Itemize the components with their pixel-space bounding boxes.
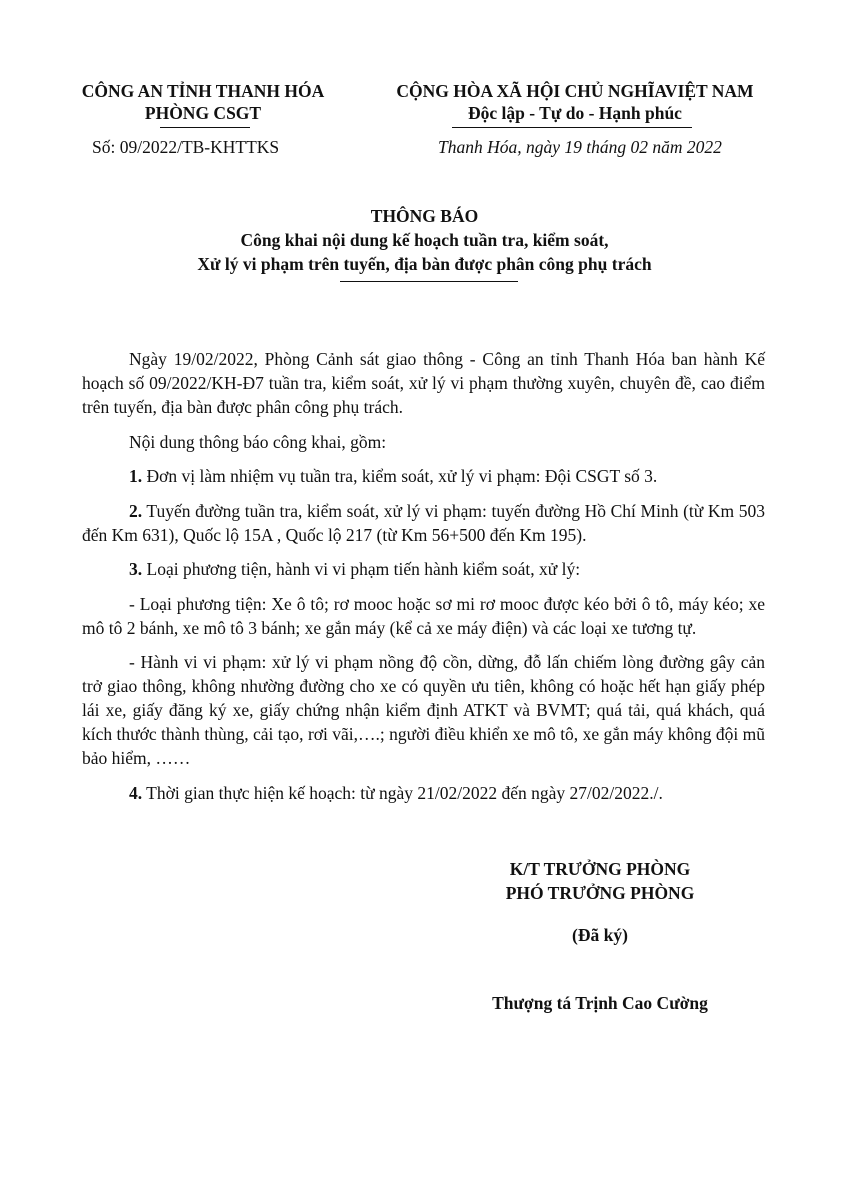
- item-1-number: 1.: [129, 466, 143, 486]
- signed-note: (Đã ký): [572, 925, 628, 945]
- item-3-violations: - Hành vi vi phạm: xử lý vi phạm nồng độ cồn, dừng, đỗ lấn chiếm lòng đường gây cản trở giao thông, không nhường đường cho xe có quyền ưu tiên, không có hoặc hết hạn giấy phép lái xe, giấy đăng ký xe, giấy chứng nhận kiểm định ATKT và BVMT; quá tải, quá khách, quá kích thước thành thùng, cải tạo, rơi vãi,….; người điều khiển xe mô tô, xe gắn máy không đội mũ bảo hiểm, ……: [82, 652, 765, 768]
- item-3-number: 3.: [129, 559, 143, 579]
- document-number: Số: 09/2022/TB-KHTTKS: [92, 137, 280, 157]
- title-line-1: Công khai nội dung kế hoạch tuần tra, kiểm soát,: [240, 230, 609, 250]
- department-name: PHÒNG CSGT: [144, 103, 262, 123]
- item-3-vehicles: - Loại phương tiện: Xe ô tô; rơ mooc hoặc sơ mi rơ mooc được kéo bởi ô tô, máy kéo; xe mô tô 2 bánh, xe mô tô 3 bánh; xe gắn máy (kể cả xe máy điện) và các loại xe tương tự.: [82, 593, 765, 638]
- item-4-number: 4.: [129, 782, 143, 803]
- item-4-text: Thời gian thực hiện kế hoạch: từ ngày 21/02/2022 đến ngày 27/02/2022./.: [142, 782, 663, 803]
- signature-title-1: K/T TRƯỞNG PHÒNG: [509, 859, 691, 879]
- title-underline: [340, 281, 518, 282]
- item-4: [82, 781, 765, 805]
- document-body: [82, 347, 765, 815]
- item-3: [82, 557, 765, 581]
- agency-name: CÔNG AN TỈNH THANH HÓA: [81, 81, 325, 101]
- title-main: THÔNG BÁO: [370, 206, 479, 226]
- signer-name: Thượng tá Trịnh Cao Cường: [492, 993, 708, 1013]
- national-motto: [355, 80, 795, 124]
- item-1: [82, 464, 765, 488]
- document-date: Thanh Hóa, ngày 19 tháng 02 năm 2022: [438, 137, 722, 157]
- title-line-2: Xử lý vi phạm trên tuyến, địa bàn được phân công phụ trách: [197, 254, 652, 274]
- lead-paragraph: Nội dung thông báo công khai, gồm:: [129, 431, 387, 452]
- item-3-text: Loại phương tiện, hành vi vi phạm tiến hành kiểm soát, xử lý:: [142, 559, 581, 579]
- item-2-number: 2.: [129, 500, 143, 521]
- agency-underline: [160, 127, 250, 128]
- item-2: [82, 499, 765, 547]
- motto: Độc lập - Tự do - Hạnh phúc: [468, 103, 682, 123]
- issuing-agency: [48, 80, 358, 124]
- document-title: [0, 204, 849, 276]
- item-1-text: Đơn vị làm nhiệm vụ tuần tra, kiểm soát, xử lý vi phạm: Đội CSGT số 3.: [142, 466, 658, 486]
- intro-paragraph: Ngày 19/02/2022, Phòng Cảnh sát giao thông - Công an tỉnh Thanh Hóa ban hành Kế hoạch số 09/2022/KH-Đ7 tuần tra, kiểm soát, xử lý vi phạm thường xuyên, chuyên đề, cao điểm trên tuyến, địa bàn được phân công phụ trách.: [82, 349, 765, 417]
- signature-title-2: PHÓ TRƯỞNG PHÒNG: [505, 883, 695, 903]
- signature-block: [440, 857, 760, 905]
- item-2-text: Tuyến đường tuần tra, kiểm soát, xử lý vi phạm: tuyến đường Hồ Chí Minh (từ Km 503 đến Km 631), Quốc lộ 15A , Quốc lộ 217 (từ Km 56+500 đến Km 195).: [82, 500, 765, 545]
- nation-name: CỘNG HÒA XÃ HỘI CHỦ NGHĨAVIỆT NAM: [396, 81, 754, 101]
- motto-underline: [452, 127, 692, 128]
